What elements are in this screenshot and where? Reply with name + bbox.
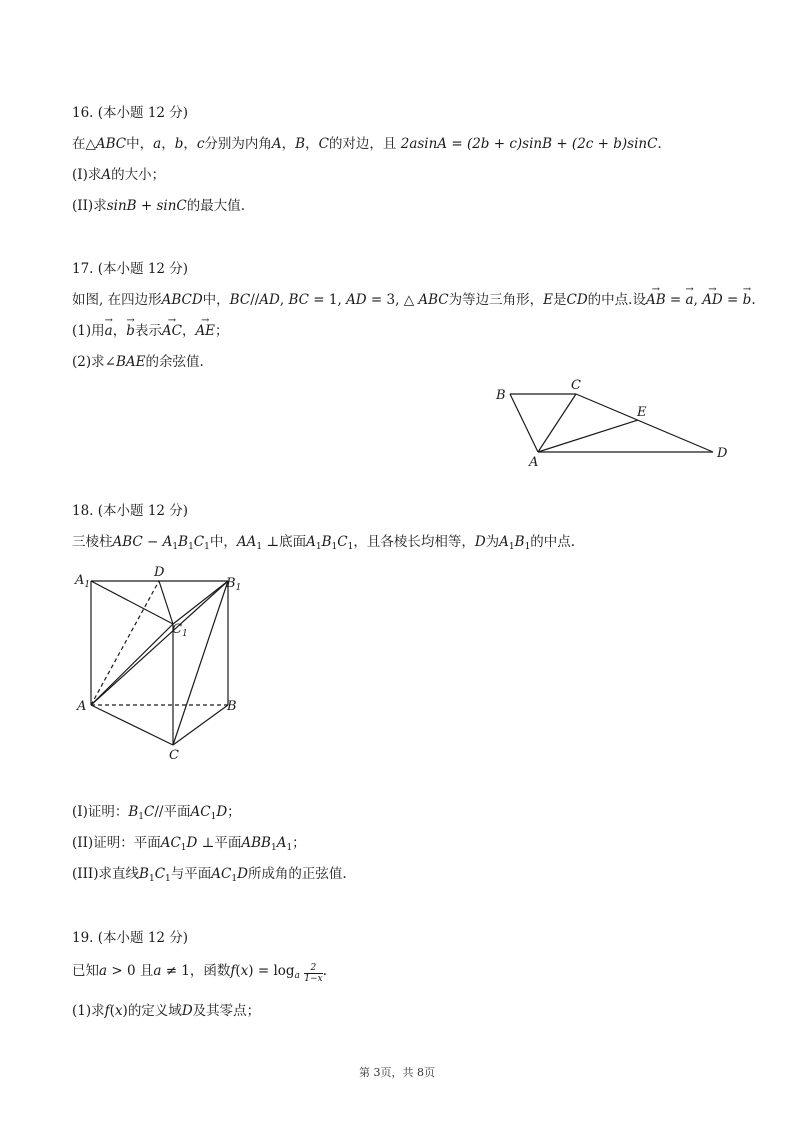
q18-stem: 三棱柱ABC − $A_1B_1C_1$中，$AA_1$ ⊥底面$A_1B_1C_1$，且各棱长均相等，D为$A_1B_1$的中点. (72, 534, 576, 552)
label-B: B (227, 699, 237, 714)
q18-part1: (I)证明：$B_1C//$平面$AC_1D$； (72, 804, 241, 822)
label-A1: $A_1$ (75, 573, 91, 590)
q16-heading: 16. (本小题 12 分) (72, 105, 189, 121)
q19-stem: 已知a > 0 且a ≠ 1，函数$f(x) = \log_a$ $\frac{2}{1-x}$ . (72, 963, 327, 984)
label-C: C (571, 378, 581, 393)
q17-quadrilateral-figure (488, 375, 738, 470)
label-B: B (496, 388, 506, 403)
label-A: A (77, 699, 87, 714)
q19-fraction: $\frac{2}{1-x}$ (304, 963, 323, 984)
label-E: E (637, 405, 647, 420)
q18-part2: (II)证明：平面$AC_1D$ ⊥平面$ABB_1A_1$； (72, 835, 306, 853)
q16-part1: (I)求A的大小； (72, 167, 166, 183)
label-C1: $C_1$ (172, 622, 188, 639)
label-B1: $B_1$ (226, 576, 242, 593)
label-C: C (169, 748, 179, 763)
q17-heading: 17. (本小题 12 分) (72, 261, 189, 277)
q18-heading: 18. (本小题 12 分) (72, 503, 189, 519)
label-D: D (717, 446, 728, 461)
label-A: A (529, 455, 539, 470)
q17-part2: (2)求∠BAE的余弦值. (72, 354, 204, 370)
q19-part1: (1)求f(x)的定义域D及其零点； (72, 1003, 261, 1019)
q18-part3: (III)求直线$B_1C_1$与平面$AC_1D$所成角的正弦值. (72, 866, 347, 884)
q17-stem: 如图, 在四边形ABCD中，BC//AD, BC = 1, AD = 3, △ ABC为等边三角形，E是CD的中点.设→ AB = → a, → AD = → b. (72, 291, 756, 309)
q16-part2: (II)求sinB + sinC的最大值. (72, 198, 246, 214)
q19-heading: 19. (本小题 12 分) (72, 930, 189, 946)
page-footer: 第 3页，共 8页 (359, 1066, 435, 1079)
label-D: D (154, 565, 165, 580)
q16-stem: 在△ABC中，a，b，c分别为内角A，B，C的对边，且 2asinA = (2b + c)sinB + (2c + b)sinC. (72, 136, 662, 152)
q18-prism-figure (70, 560, 260, 765)
q17-part1: (1)用→ a，→ b表示→ AC，→ AE； (72, 322, 229, 340)
